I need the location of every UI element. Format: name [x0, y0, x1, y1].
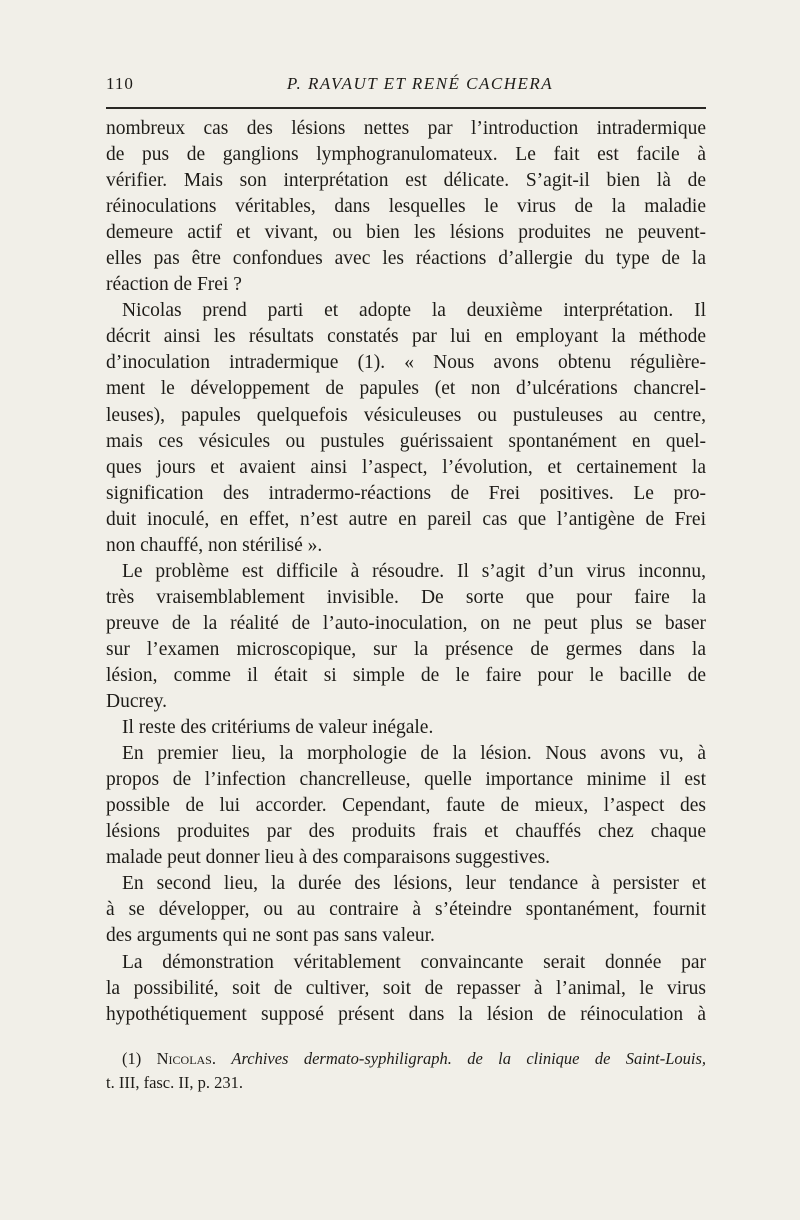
text-line: La démonstration véritablement convaincante serait donnée par: [122, 951, 706, 973]
text-line: malade peut donner lieu à des comparaisons suggestives.: [106, 847, 551, 869]
text-line: En second lieu, la durée des lésions, leur tendance à persister et: [122, 873, 706, 895]
page-number: 110: [106, 74, 134, 93]
text-line: sur l’examen microscopique, sur la présence de germes dans la: [106, 638, 706, 660]
text-line: d’inoculation intradermique (1). « Nous avons obtenu régulière-: [106, 352, 706, 374]
text-line: Il reste des critériums de valeur inégale.: [122, 717, 434, 739]
text-line: elles pas être confondues avec les réactions d’allergie du type de la: [106, 248, 706, 270]
text-line: leuses), papules quelquefois vésiculeuses ou pustuleuses au centre,: [106, 404, 706, 426]
body-text: [106, 116, 706, 1028]
text-line: à se développer, ou au contraire à s’éteindre spontanément, fournit: [106, 899, 706, 921]
text-line: réinoculations véritables, dans lesquelles le virus de la maladie: [106, 196, 706, 218]
text-line: Ducrey.: [106, 691, 167, 713]
text-line: Le problème est difficile à résoudre. Il s’agit d’un virus inconnu,: [122, 560, 706, 582]
footnote-line: [106, 1047, 706, 1071]
text-line: possible de lui accorder. Cependant, faute de mieux, l’aspect des: [106, 795, 706, 817]
text-line: très vraisemblablement invisible. De sorte que pour faire la: [106, 586, 706, 608]
text-line: des arguments qui ne sont pas sans valeur.: [106, 925, 435, 947]
text-line: ment le développement de papules (et non d’ulcérations chancrel-: [106, 378, 706, 400]
text-line: duit inoculé, en effet, n’est autre en pareil cas que l’antigène de Frei: [106, 508, 706, 530]
text-line: décrit ainsi les résultats constatés par lui en employant la méthode: [106, 326, 706, 348]
text-line: nombreux cas des lésions nettes par l’introduction intradermique: [106, 118, 706, 139]
text-line: Nicolas prend parti et adopte la deuxième interprétation. Il: [122, 300, 706, 322]
footnote-line: [106, 1071, 706, 1095]
running-head: P. RAVAUT ET RENÉ CACHERA: [286, 74, 554, 93]
text-line: la possibilité, soit de cultiver, soit de repasser à l’animal, le virus: [106, 977, 706, 999]
footnote-marker: (1): [122, 1049, 142, 1068]
page-header: [106, 74, 706, 100]
text-line: lésions produites par des produits frais et chauffés chez chaque: [106, 821, 706, 843]
text-line: demeure actif et vivant, ou bien les lésions produites ne peuvent-: [106, 222, 706, 244]
header-rule: [106, 107, 706, 109]
text-line: mais ces vésicules ou pustules guérissaient spontanément en quel-: [106, 430, 706, 452]
text-line: En premier lieu, la morphologie de la lésion. Nous avons vu, à: [122, 743, 706, 765]
text-line: ques jours et avaient ainsi l’aspect, l’évolution, et certainement la: [106, 456, 706, 478]
text-line: réaction de Frei ?: [106, 274, 242, 296]
text-line: hypothétiquement supposé présent dans la lésion de réinoculation à: [106, 1003, 706, 1025]
text-line: propos de l’infection chancrelleuse, quelle importance minime il est: [106, 769, 706, 791]
text-line: de pus de ganglions lymphogranulomateux. Le fait est facile à: [106, 144, 706, 166]
text-line: non chauffé, non stérilisé ».: [106, 534, 323, 556]
footnote-title: Archives dermato-syphiligraph. de la clinique de Saint-Louis,: [231, 1049, 706, 1068]
footnote: [106, 1047, 706, 1095]
footnote-reference: t. III, fasc. II, p. 231.: [106, 1073, 243, 1092]
text-line: signification des intradermo-réactions de Frei positives. Le pro-: [106, 482, 706, 504]
text-line: preuve de la réalité de l’auto-inoculation, on ne peut plus se baser: [106, 612, 706, 634]
text-line: vérifier. Mais son interprétation est délicate. S’agit-il bien là de: [106, 170, 706, 192]
text-line: lésion, comme il était si simple de le faire pour le bacille de: [106, 664, 706, 686]
footnote-author: Nicolas.: [156, 1049, 216, 1068]
